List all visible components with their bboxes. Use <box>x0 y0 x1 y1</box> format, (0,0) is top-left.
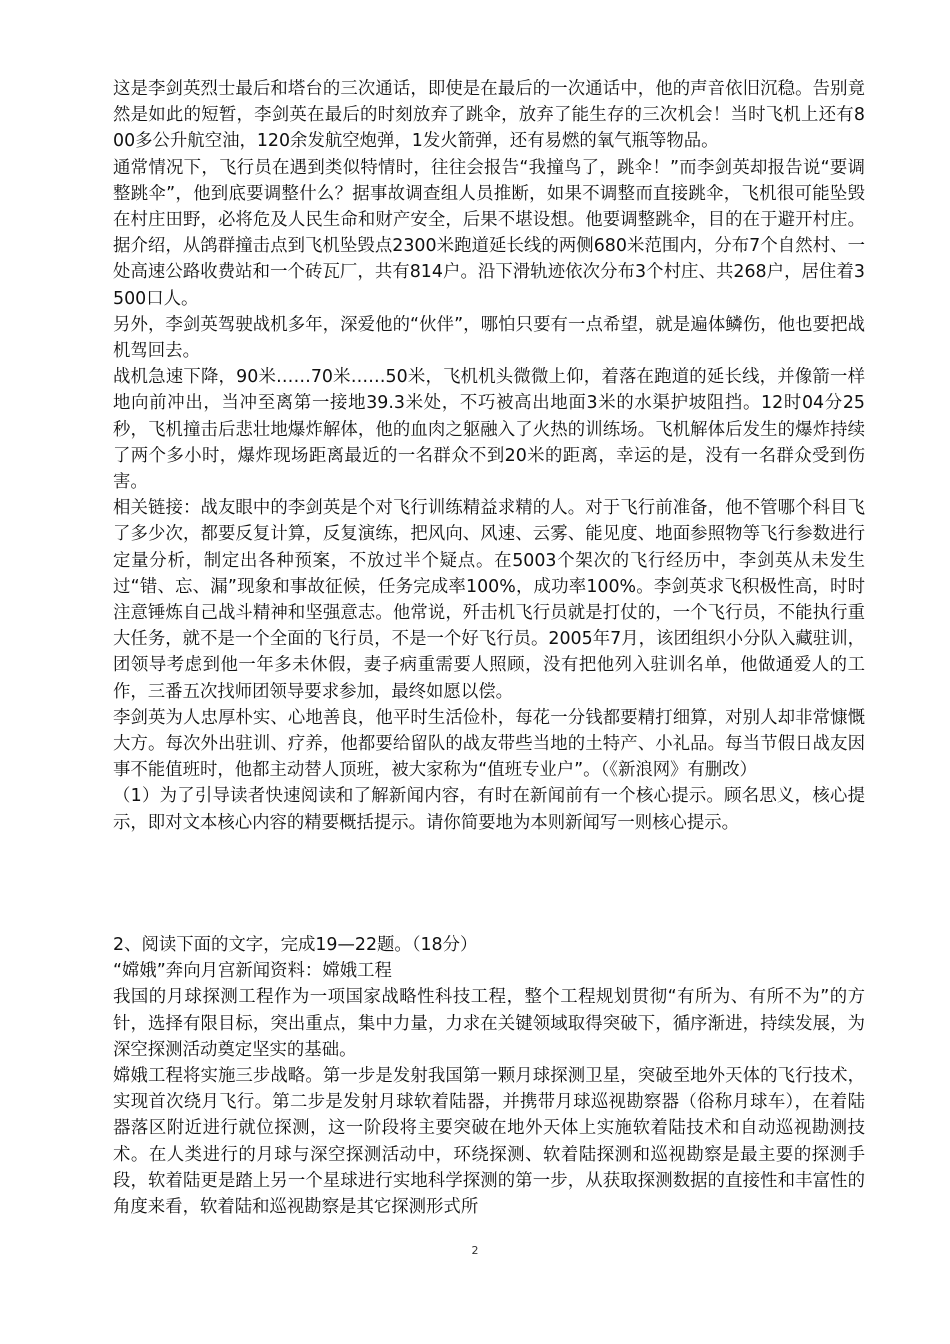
paragraph-crash-description: 战机急速下降，90米……70米……50米，飞机机头微微上仰，着落在跑道的延长线，并像箭一样地向前冲出，当冲至离第一接地39.3米处，不巧被高出地面3米的水渠护坡阻挡。12时04分25秒，飞机撞击后悲壮地爆炸解体，他的血肉之躯融入了火热的训练场。飞机解体后发生的爆炸持续了两个多小时，爆炸现场距离最近的一名群众不到20米的距离，幸运的是，没有一名群众受到伤害。 <box>113 367 865 493</box>
section-heading: 2、阅读下面的文字，完成19—22题。（18分） <box>113 934 478 955</box>
paragraph-love-of-aircraft: 另外，李剑英驾驶战机多年，深爱他的“伙伴”，哪怕只要有一点希望，就是遍体鳞伤，他也要把战机驾回去。 <box>113 314 865 362</box>
question-1: （1）为了引导读者快速阅读和了解新闻内容，有时在新闻前有一个核心提示。顾名思义，核心提示，即对文本核心内容的精要概括提示。请你简要地为本则新闻写一则核心提示。 <box>113 786 865 833</box>
page-content <box>113 76 865 1220</box>
paragraph-character: 李剑英为人忠厚朴实、心地善良，他平时生活俭朴，每花一分钱都要精打细算，对别人却非常慷慨大方。每次外出驻训、疗养，他都要给留队的战友带些当地的土特产、小礼品。每当节假日战友因事不能值班时，他都主动替人顶班，被大家称为“值班专业户”。（《新浪网》有删改） <box>113 707 865 781</box>
paragraph-three-steps: 嫦娥工程将实施三步战略。第一步是发射我国第一颗月球探测卫星，突破至地外天体的飞行技术，实现首次绕月飞行。第二步是发射月球软着陆器，并携带月球巡视勘察器（俗称月球车），在着陆器落区附近进行就位探测，这一阶段将主要突破在地外天体上实施软着陆技术和自动巡视勘测技术。在人类进行的月球与深空探测活动中，环绕探测、软着陆探测和巡视勘察是最主要的探测手段，软着陆更是踏上另一个星球进行实地科学探测的第一步，从获取探测数据的直接性和丰富性的角度来看，软着陆和巡视勘察是其它探测形式所 <box>113 1065 865 1217</box>
paragraph-related-link: 相关链接：战友眼中的李剑英是个对飞行训练精益求精的人。对于飞行前准备，他不管哪个科目飞了多少次，都要反复计算，反复演练，把风向、风速、云雾、能见度、地面参照物等飞行参数进行定量分析，制定出各种预案，不放过半个疑点。在5003个架次的飞行经历中，李剑英从未发生过“错、忘、漏”现象和事故征候，任务完成率100%，成功率100%。李剑英求飞积极性高，时时注意锤炼自己战斗精神和坚强意志。他常说，歼击机飞行员就是打仗的，一个飞行员，不能执行重大任务，就不是一个全面的飞行员，不是一个好飞行员。2005年7月，该团组织小分队入藏驻训，团领导考虑到他一年多未休假，妻子病重需要人照顾，没有把他列入驻训名单，他做通爱人的工作，三番五次找师团领导要求参加，最终如愿以偿。 <box>113 498 865 702</box>
page-number: 2 <box>471 1244 479 1257</box>
paragraph-lunar-program: 我国的月球探测工程作为一项国家战略性科技工程，整个工程规划贯彻“有所为、有所不为”的方针，选择有限目标，突出重点，集中力量，力求在关键领域取得突破下，循序渐进，持续发展，为深空探测活动奠定坚实的基础。 <box>113 987 865 1060</box>
paragraph-final-calls: 这是李剑英烈士最后和塔台的三次通话，即使是在最后的一次通话中，他的声音依旧沉稳。告别竟然是如此的短暂，李剑英在最后的时刻放弃了跳伞，放弃了能生存的三次机会！当时飞机上还有800多公升航空油，120余发航空炮弹，1发火箭弹，还有易燃的氧气瓶等物品。 <box>113 79 865 152</box>
paragraph-adjust-parachute: 通常情况下，飞行员在遇到类似特情时，往往会报告“我撞鸟了，跳伞！”而李剑英却报告说“要调整跳伞”，他到底要调整什么？据事故调查组人员推断，如果不调整而直接跳伞，飞机很可能坠毁在村庄田野，必将危及人民生命和财产安全，后果不堪设想。他要调整跳伞，目的在于避开村庄。据介绍，从鸽群撞击点到飞机坠毁点2300米跑道延长线的两侧680米范围内，分布7个自然村、一处高速公路收费站和一个砖瓦厂，共有814户。沿下滑轨迹依次分布3个村庄、共268户，居住着3500口人。 <box>113 157 865 309</box>
answer-space <box>113 836 865 932</box>
article-title: “嫦娥”奔向月宫新闻资料：嫦娥工程 <box>113 961 392 982</box>
